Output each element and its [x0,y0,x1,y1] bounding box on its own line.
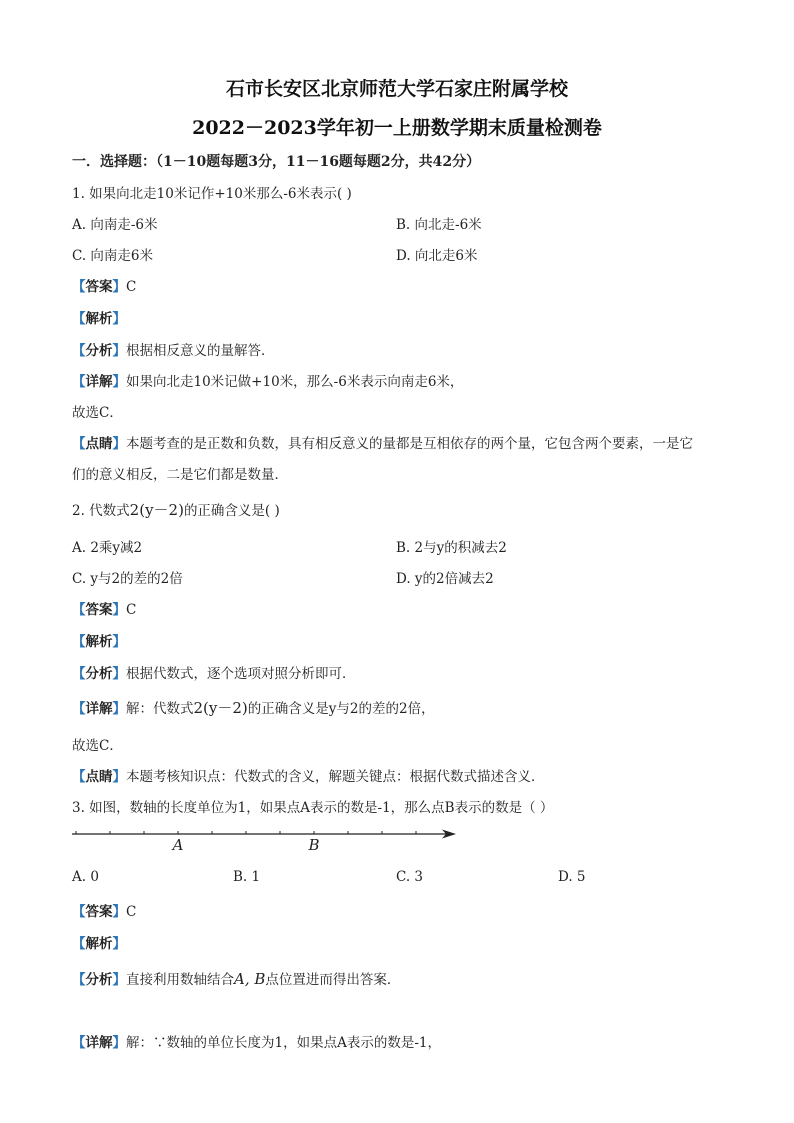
q3-detail-line: 【详解】解：∵数轴的单位长度为1，如果点A表示的数是-1， [72,1035,441,1051]
q1-conclude: 故选C． [72,405,123,421]
q1-dianjing-cont: 们的意义相反，二是它们都是数量． [72,467,288,483]
q2-option-a: A. 2乘y减2 [72,540,143,556]
q2-fenxi-line: 【分析】根据代数式，逐个选项对照分析即可． [72,666,356,682]
section-heading: 一．选择题：（1－10题每题3分，11－16题每题2分，共42分） [72,154,481,170]
q3-analysis-tag: 【解析】 [72,936,126,952]
q3-option-d: D. 5 [558,869,586,885]
q1-analysis-tag: 【解析】 [72,311,126,327]
q3-option-c: C. 3 [396,869,424,885]
q3-option-a: A. 0 [72,869,99,885]
q1-answer: C [126,279,137,295]
q2-option-b: B. 2与y的积减去2 [396,540,507,556]
q2-option-d: D. y的2倍减去2 [396,571,494,587]
exam-title: 2022－2023学年初一上册数学期末质量检测卷 [192,117,602,139]
school-title: 石市长安区北京师范大学石家庄附属学校 [225,78,568,100]
q2-detail-line: 【详解】解：代数式2(y－2)的正确含义是y与2的差的2倍， [72,699,435,717]
q1-fenxi-line: 【分析】根据相反意义的量解答． [72,343,275,359]
q2-answer: C [126,602,137,618]
q1-dianjing-line: 【点睛】本题考查的是正数和负数，具有相反意义的量都是互相依存的两个量，它包含两个要素，一是它 [72,436,693,452]
q2-option-c: C. y与2的差的2倍 [72,571,183,587]
number-line-figure [68,824,468,864]
q1-stem: 1. 如果向北走10米记作+10米那么-6米表示( ) [72,186,352,202]
q2-dianjing-line: 【点睛】本题考核知识点：代数式的含义，解题关键点：根据代数式描述含义． [72,769,545,785]
q2-conclude: 故选C． [72,738,123,754]
point-b-label: B [308,836,320,854]
q3-answer-line: 【答案】C [72,904,137,920]
q2-expression: 2(y－2) [129,501,184,519]
q2-analysis-tag: 【解析】 [72,634,126,650]
q1-option-c: C. 向南走6米 [72,248,154,264]
q2-stem: 2. 代数式2(y－2)的正确含义是( ) [72,501,280,519]
q1-detail-line: 【详解】如果向北走10米记做+10米，那么-6米表示向南走6米， [72,374,464,390]
point-a-label: A [172,836,184,854]
q3-fenxi-line: 【分析】直接利用数轴结合A, B点位置进而得出答案． [72,970,401,988]
q3-option-b: B. 1 [233,869,261,885]
q1-option-b: B. 向北走-6米 [396,217,482,233]
q1-option-a: A. 向南走-6米 [72,217,158,233]
q1-option-d: D. 向北走6米 [396,248,478,264]
q2-answer-line: 【答案】C [72,602,137,618]
q3-answer: C [126,904,137,920]
q3-stem: 3. 如图，数轴的长度单位为1，如果点A表示的数是-1，那么点B表示的数是（ ） [72,800,554,816]
q1-answer-line: 【答案】C [72,279,137,295]
